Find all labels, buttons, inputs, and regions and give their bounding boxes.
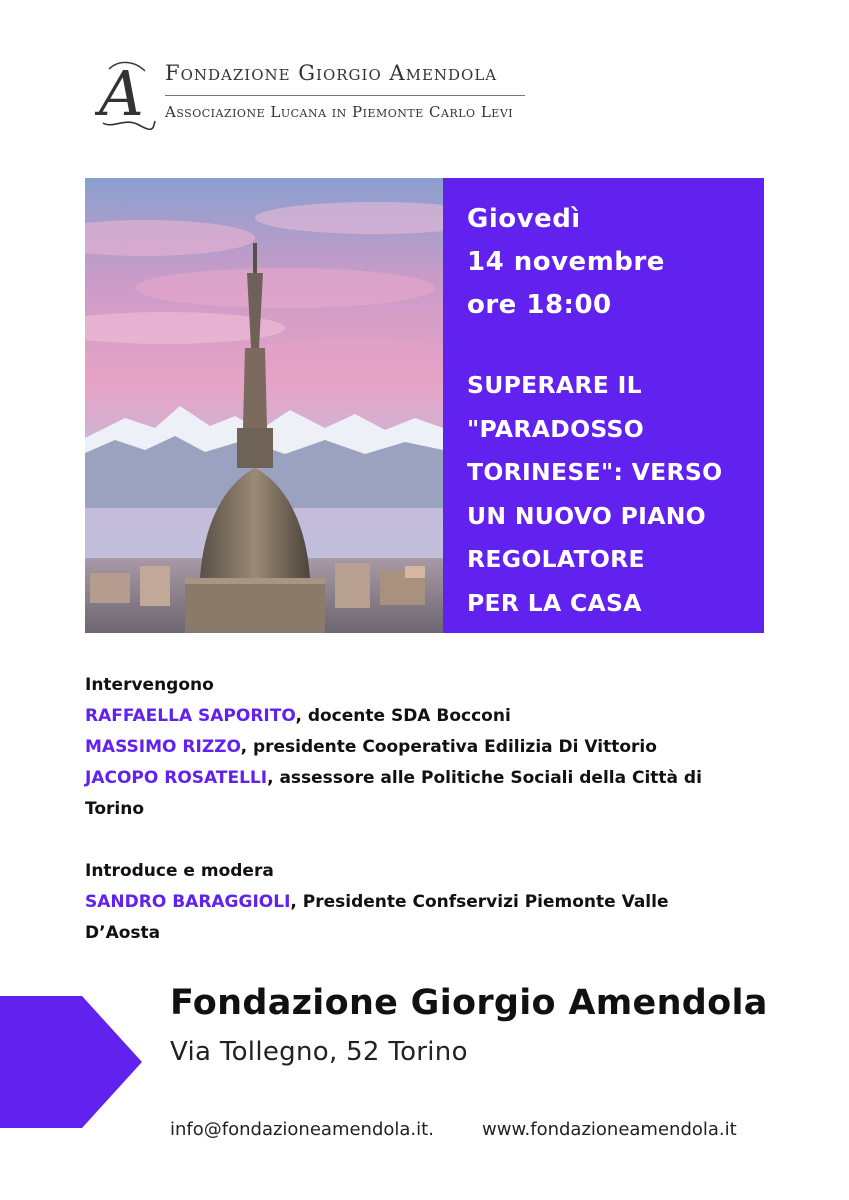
speaker-name: RAFFAELLA SAPORITO xyxy=(85,706,296,726)
speakers-section xyxy=(85,670,785,949)
speaker-name: JACOPO ROSATELLI xyxy=(85,768,268,788)
moderator-label: Introduce e modera xyxy=(85,861,274,881)
speaker-entry xyxy=(85,732,785,763)
footer-website-link[interactable]: www.fondazioneamendola.it xyxy=(482,1119,737,1140)
speaker-entry xyxy=(85,701,785,732)
footer-organization: Fondazione Giorgio Amendola xyxy=(170,983,768,1023)
organization-subtitle: Associazione Lucana in Piemonte Carlo Levi xyxy=(165,103,514,121)
header-divider xyxy=(165,95,525,96)
event-date: 14 novembre xyxy=(467,247,665,277)
moderator-role: , Presidente Confservizi Piemonte Valle xyxy=(290,892,669,912)
speaker-role: , assessore alle Politiche Sociali della Città di xyxy=(267,768,702,788)
hero-photo xyxy=(85,178,443,633)
event-day: Giovedì xyxy=(467,204,581,234)
moderator-role-continuation: D’Aosta xyxy=(85,923,161,943)
event-datetime xyxy=(467,198,665,327)
event-title-line: "PARADOSSO xyxy=(467,414,645,443)
organization-title: Fondazione Giorgio Amendola xyxy=(165,61,498,85)
event-panel xyxy=(443,178,764,633)
speaker-role: , docente SDA Bocconi xyxy=(295,706,511,726)
event-title-line: UN NUOVO PIANO xyxy=(467,501,706,530)
speaker-role-continuation: Torino xyxy=(85,799,145,819)
foundation-logo-icon xyxy=(95,55,157,135)
arrow-decoration-icon xyxy=(0,996,142,1128)
header xyxy=(95,55,535,135)
event-time: ore 18:00 xyxy=(467,290,612,320)
footer-email-link[interactable]: info@fondazioneamendola.it. xyxy=(170,1119,434,1140)
turin-skyline-illustration xyxy=(85,178,443,633)
svg-text:A: A xyxy=(99,57,144,130)
event-title-line: SUPERARE IL xyxy=(467,371,642,399)
section-gap xyxy=(85,825,785,856)
speaker-entry xyxy=(85,763,785,794)
event-title-line: REGOLATORE xyxy=(467,545,645,573)
moderator-entry xyxy=(85,887,785,918)
speaker-name: MASSIMO RIZZO xyxy=(85,737,241,757)
event-title xyxy=(467,364,722,625)
moderator-name: SANDRO BARAGGIOLI xyxy=(85,892,291,912)
speaker-role: , presidente Cooperativa Edilizia Di Vittorio xyxy=(240,737,657,757)
event-title-line: TORINESE": VERSO xyxy=(467,458,723,486)
footer-address: Via Tollegno, 52 Torino xyxy=(170,1037,468,1067)
speakers-intro-label: Intervengono xyxy=(85,675,214,695)
event-title-line: PER LA CASA xyxy=(467,588,642,617)
